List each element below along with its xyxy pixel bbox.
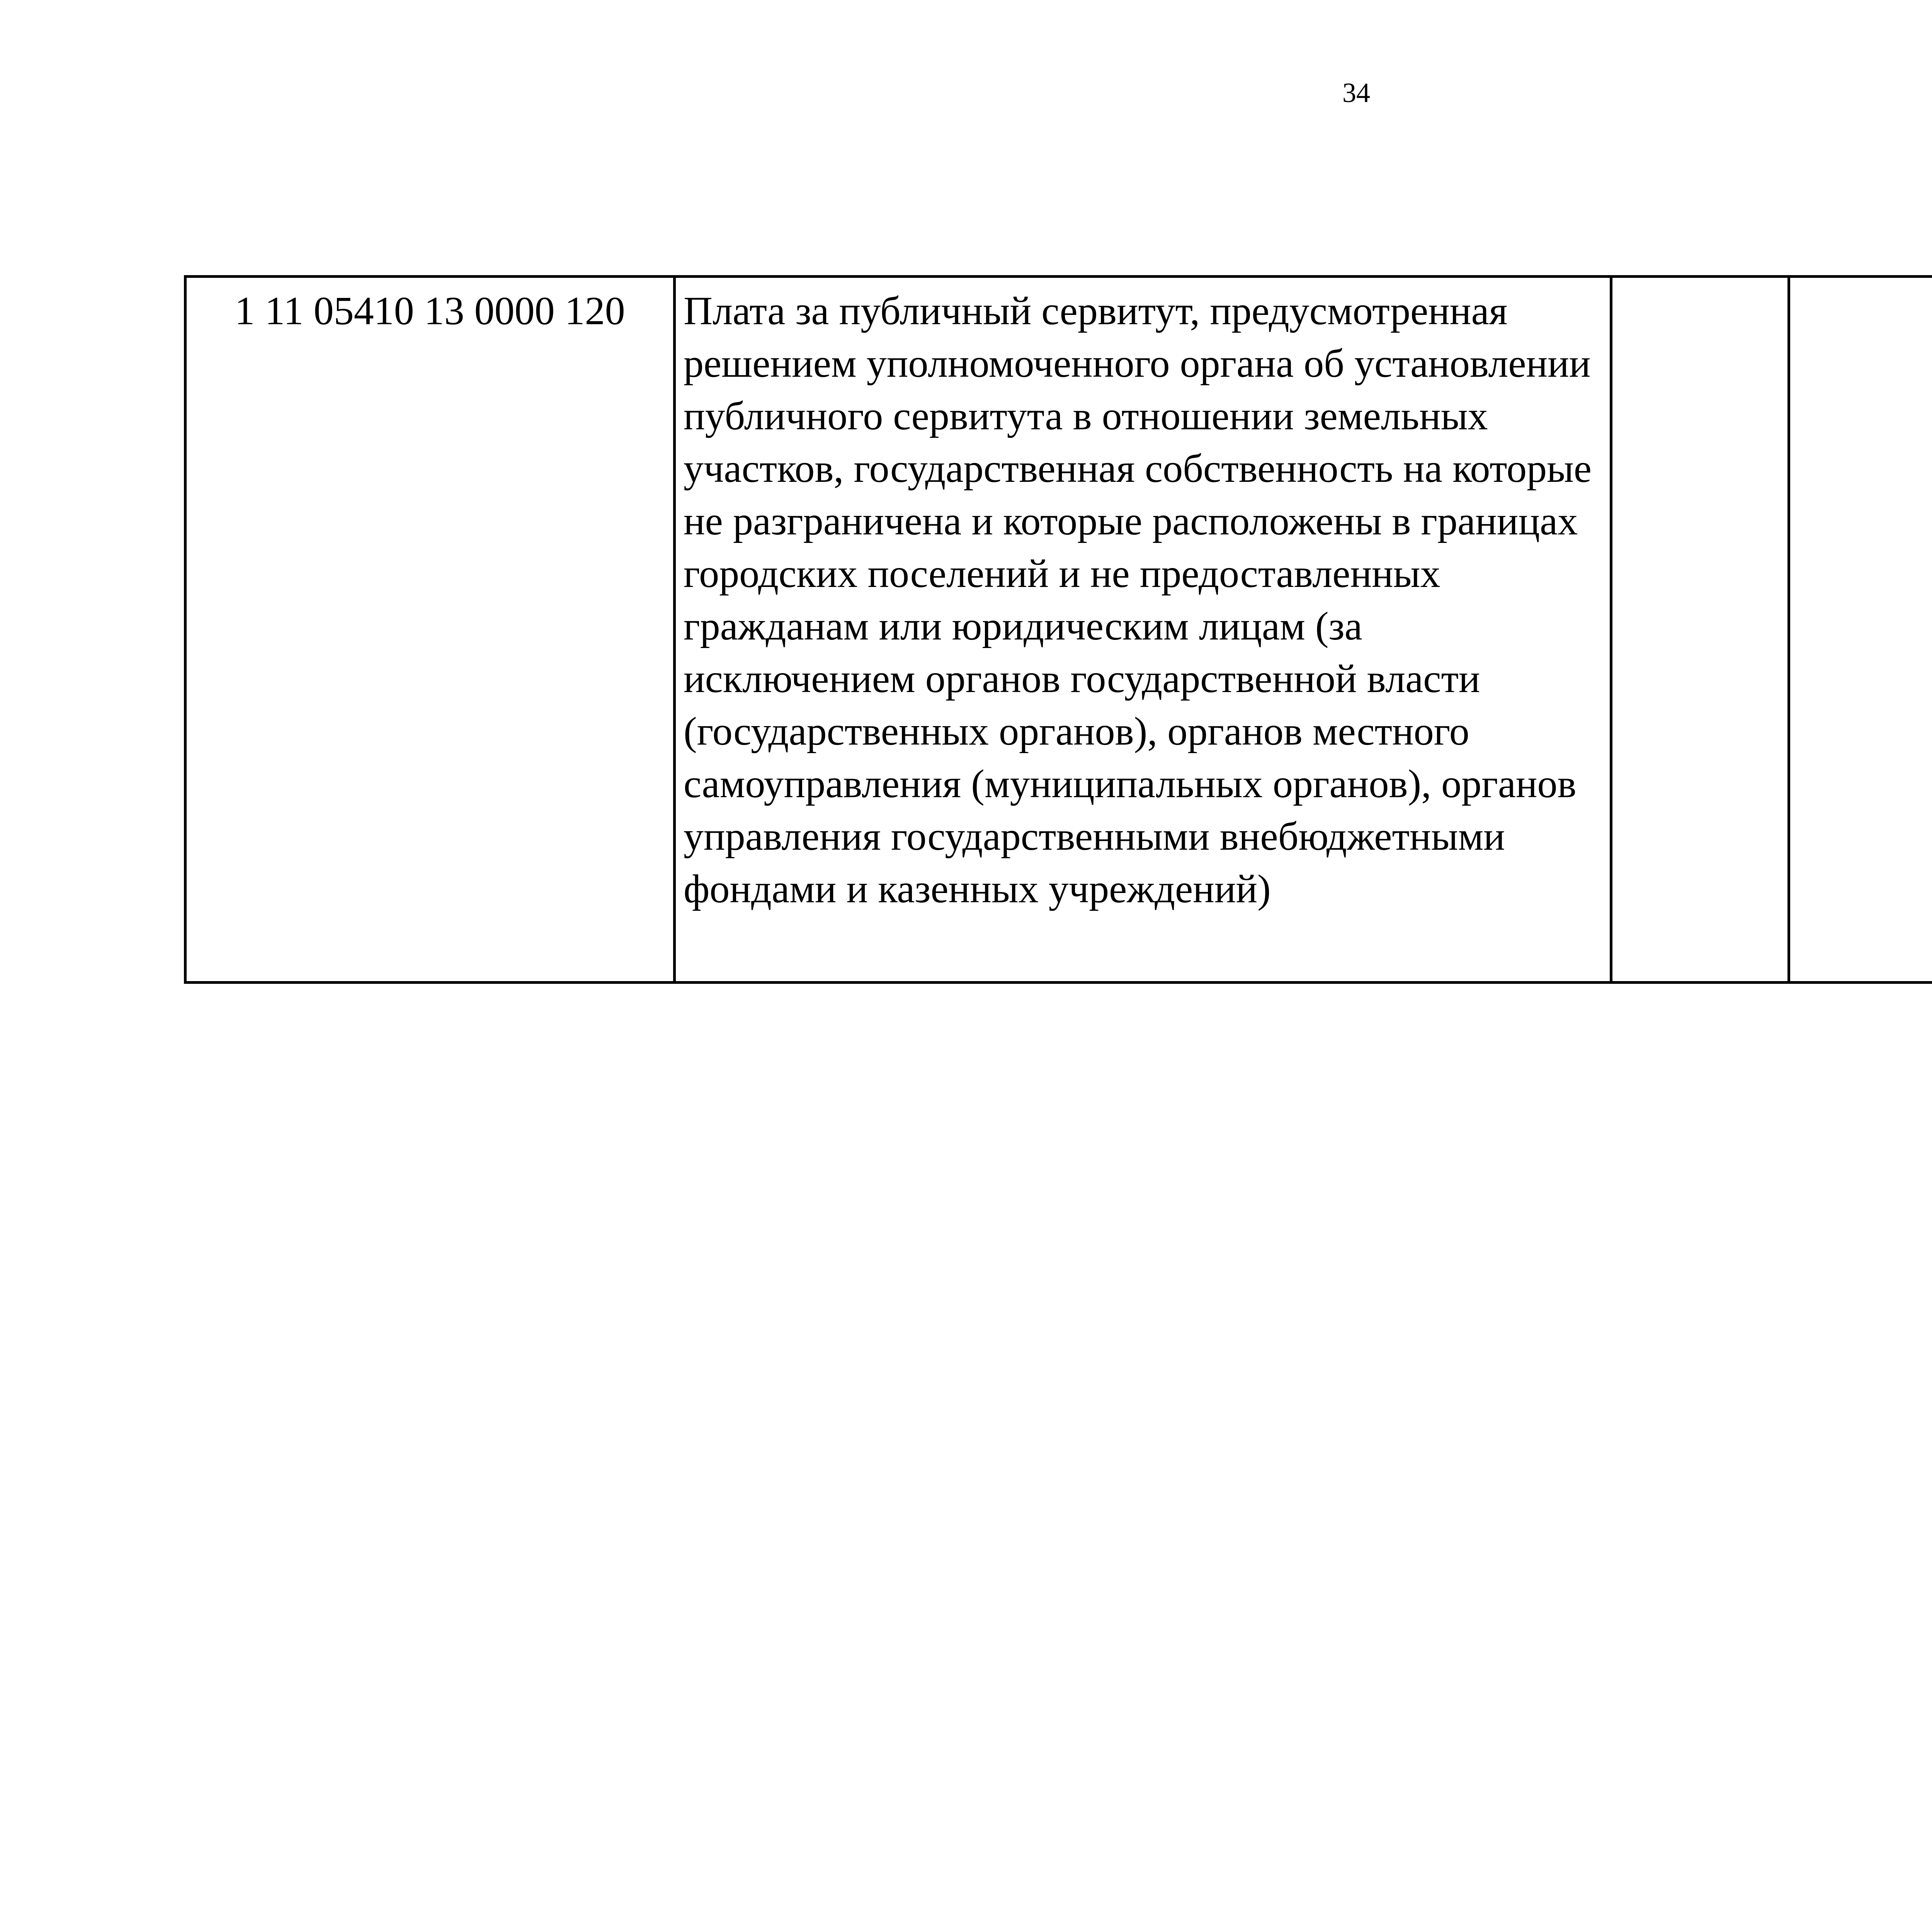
table-row [185,277,1932,983]
value-cell-2 [1789,277,1932,983]
description-cell: Плата за публичный сервитут, предусмотренная решением уполномоченного органа об установлении публичного сервитута в отношении земельных участков, государственная собственность на которые не разграничена и которые расположены в границах городских поселений и не предоставленных гражданам или юридическим лицам (за исключением органов государственной власти (государственных органов), органов местного самоуправления (муниципальных органов), органов управления государственными внебюджетными фондами и казенных учреждений) [675,277,1611,983]
value-cell-1 [1611,277,1789,983]
page-number: 34 [1342,77,1370,108]
budget-code-cell: 1 11 05410 13 0000 120 [185,277,675,983]
budget-table [184,275,1932,984]
